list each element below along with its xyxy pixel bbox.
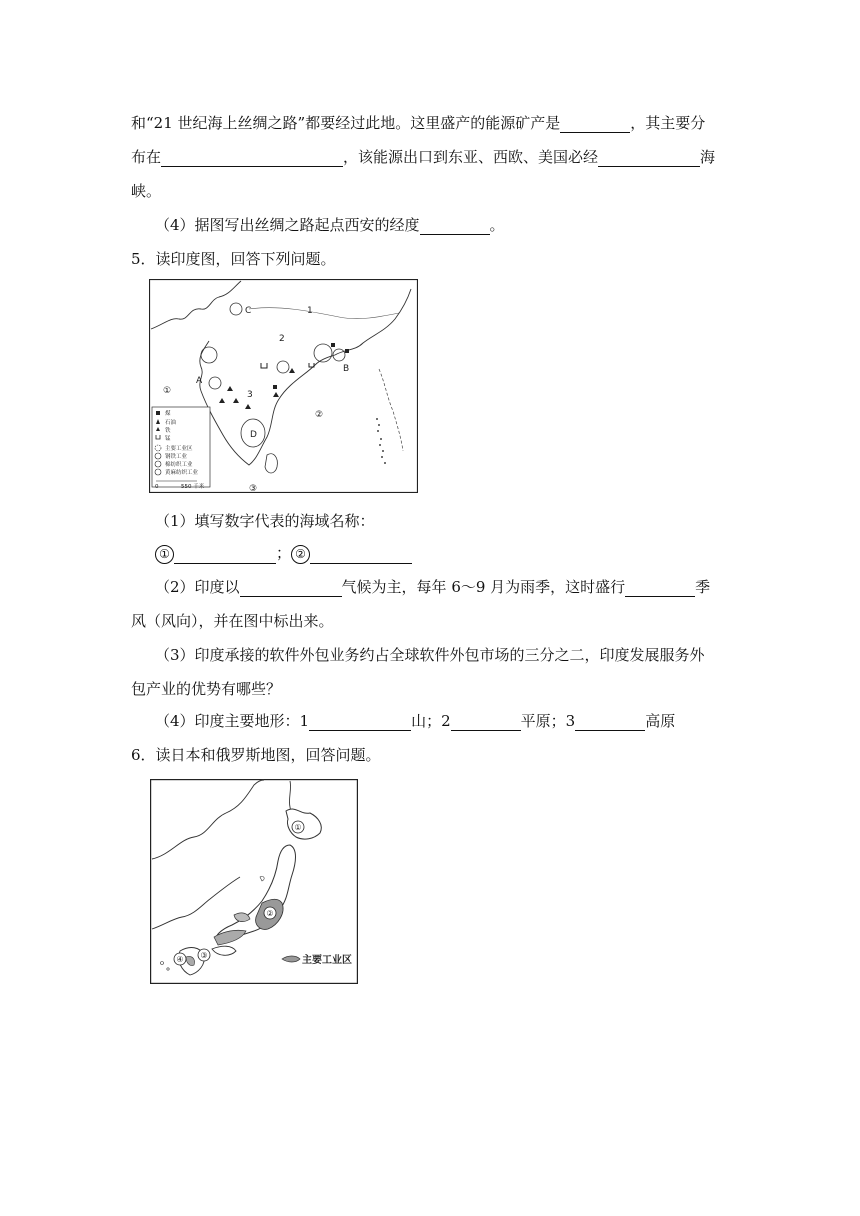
q4-text: 海 [700, 148, 716, 166]
q4-text: ，该能源出口到东亚、西欧、美国必经 [343, 148, 599, 166]
japan-map [150, 779, 358, 984]
answer-blank[interactable] [575, 714, 645, 731]
answer-blank[interactable] [625, 580, 695, 597]
legend-label: 铁 [165, 428, 171, 434]
map-label-2: 2 [279, 334, 285, 344]
q4-text: 和“21 世纪海上丝绸之路”都要经过此地。这里盛产的能源矿产是 [131, 114, 561, 132]
q5-text: （2）印度以 [155, 578, 240, 596]
legend-label: 锰 [165, 436, 171, 442]
sea-label-1: ① [163, 386, 172, 396]
japan-label-3: ③ [200, 951, 208, 960]
map-label-b: B [343, 364, 350, 374]
answer-blank[interactable] [598, 150, 700, 167]
legend-label: 钢铁工业 [165, 454, 188, 460]
q5-sub3: （3）印度承接的软件外包业务约占全球软件外包市场的三分之二，印度发展服务外 [155, 646, 705, 664]
answer-blank[interactable] [451, 714, 521, 731]
q4-text: （4）据图写出丝绸之路起点西安的经度 [155, 216, 420, 234]
legend-label: 黄麻纺织工业 [165, 470, 199, 476]
map-label-1: 1 [307, 306, 313, 316]
answer-blank[interactable] [560, 116, 630, 133]
map-label-a: A [196, 376, 203, 386]
answer-blank[interactable] [240, 580, 342, 597]
q5-title: 5．读印度图，回答下列问题。 [131, 250, 336, 268]
q5-sub1: （1）填写数字代表的海域名称： [155, 512, 375, 530]
legend-label: 石油 [165, 420, 177, 426]
q5-text: 高原 [645, 712, 676, 730]
q4-text: 峡。 [131, 182, 162, 200]
q5-sub2 [155, 576, 710, 597]
answer-blank[interactable] [309, 714, 411, 731]
scale-zero: 0 [155, 484, 159, 490]
legend-label: 主要工业区 [165, 446, 193, 452]
map-label-d: D [250, 430, 257, 440]
legend-label: 煤 [165, 411, 171, 417]
india-map [149, 279, 418, 493]
q4-line-3 [131, 180, 161, 201]
q4-sub4 [155, 214, 505, 235]
q5-text: 季 [695, 578, 711, 596]
circle-1: ① [155, 545, 174, 564]
japan-legend-label: 主要工业区 [302, 955, 352, 966]
q4-text: 布在 [131, 148, 162, 166]
sea-label-3: ③ [249, 484, 258, 493]
answer-blank[interactable] [420, 218, 490, 235]
q5-sub1-answers [155, 542, 412, 564]
japan-label-1: ① [294, 823, 302, 832]
answer-blank[interactable] [174, 547, 276, 564]
q5-text: （4）印度主要地形：1 [155, 712, 310, 730]
scale-label: 550 千米 [181, 484, 205, 490]
q4-line-2 [131, 146, 715, 167]
q5-text: 山；2 [411, 712, 451, 730]
q6-title: 6．读日本和俄罗斯地图，回答问题。 [131, 746, 381, 764]
q4-line-1 [131, 112, 705, 133]
q5-text: 气候为主，每年 6～9 月为雨季，这时盛行 [341, 578, 626, 596]
q5-text: 平原；3 [520, 712, 576, 730]
q4-text: ，其主要分 [630, 114, 706, 132]
circle-2: ② [291, 545, 310, 564]
answer-blank[interactable] [161, 150, 343, 167]
map-label-c: C [245, 306, 252, 316]
q5-sub4 [155, 710, 675, 731]
q4-text: 。 [489, 216, 505, 234]
q5-sub2-cont: 风（风向），并在图中标出来。 [131, 612, 334, 630]
legend-label: 棉纺织工业 [165, 462, 193, 468]
japan-label-4: ④ [176, 955, 184, 964]
answer-blank[interactable] [310, 547, 412, 564]
q5-sub3-cont: 包产业的优势有哪些？ [131, 680, 282, 698]
sea-label-2: ② [315, 410, 324, 420]
japan-label-2: ② [266, 909, 274, 918]
map-label-3: 3 [247, 390, 253, 400]
separator: ； [276, 544, 292, 562]
